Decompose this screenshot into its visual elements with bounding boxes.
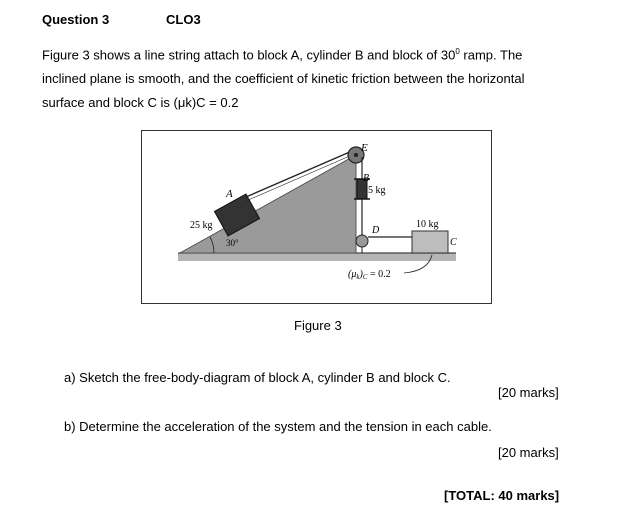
part-b-text: b) Determine the acceleration of the system and the tension in each cable. <box>64 419 492 434</box>
part-a-marks: [20 marks] <box>498 385 559 400</box>
block-c <box>412 231 448 253</box>
total-marks: [TOTAL: 40 marks] <box>444 488 560 503</box>
label-c-mass: 10 kg <box>416 219 439 230</box>
question-label: Question 3 <box>42 12 110 27</box>
ramp <box>180 155 356 253</box>
label-d: D <box>372 225 380 236</box>
figure-caption: Figure 3 <box>294 318 342 333</box>
intro-line-3: surface and block C is (μk)C = 0.2 <box>42 95 239 111</box>
question-intro <box>42 40 582 115</box>
label-e: E <box>361 142 368 154</box>
clo-label: CLO3 <box>166 12 201 27</box>
label-a: A <box>226 188 233 200</box>
part-b-marks: [20 marks] <box>498 445 559 460</box>
pulley-d <box>356 235 368 247</box>
part-a-text: a) Sketch the free-body-diagram of block A, cylinder B and block C. <box>64 370 451 385</box>
intro-line-2: inclined plane is smooth, and the coefficient of kinetic friction between the horizontal <box>42 71 525 87</box>
intro-line-1: Figure 3 shows a line string attach to block A, cylinder B and block of $30^0$ ramp. The <box>42 47 523 63</box>
label-friction: $(\mu_k)_C = 0.2$ <box>348 269 391 281</box>
label-b-mass: 5 kg <box>368 185 386 196</box>
label-b: B <box>363 173 370 184</box>
ground <box>178 253 456 261</box>
label-c: C <box>450 237 457 248</box>
label-a-mass: 25 kg <box>190 220 213 231</box>
figure-3 <box>141 130 492 304</box>
figure-diagram <box>142 131 491 303</box>
label-angle: 30° <box>226 238 239 248</box>
